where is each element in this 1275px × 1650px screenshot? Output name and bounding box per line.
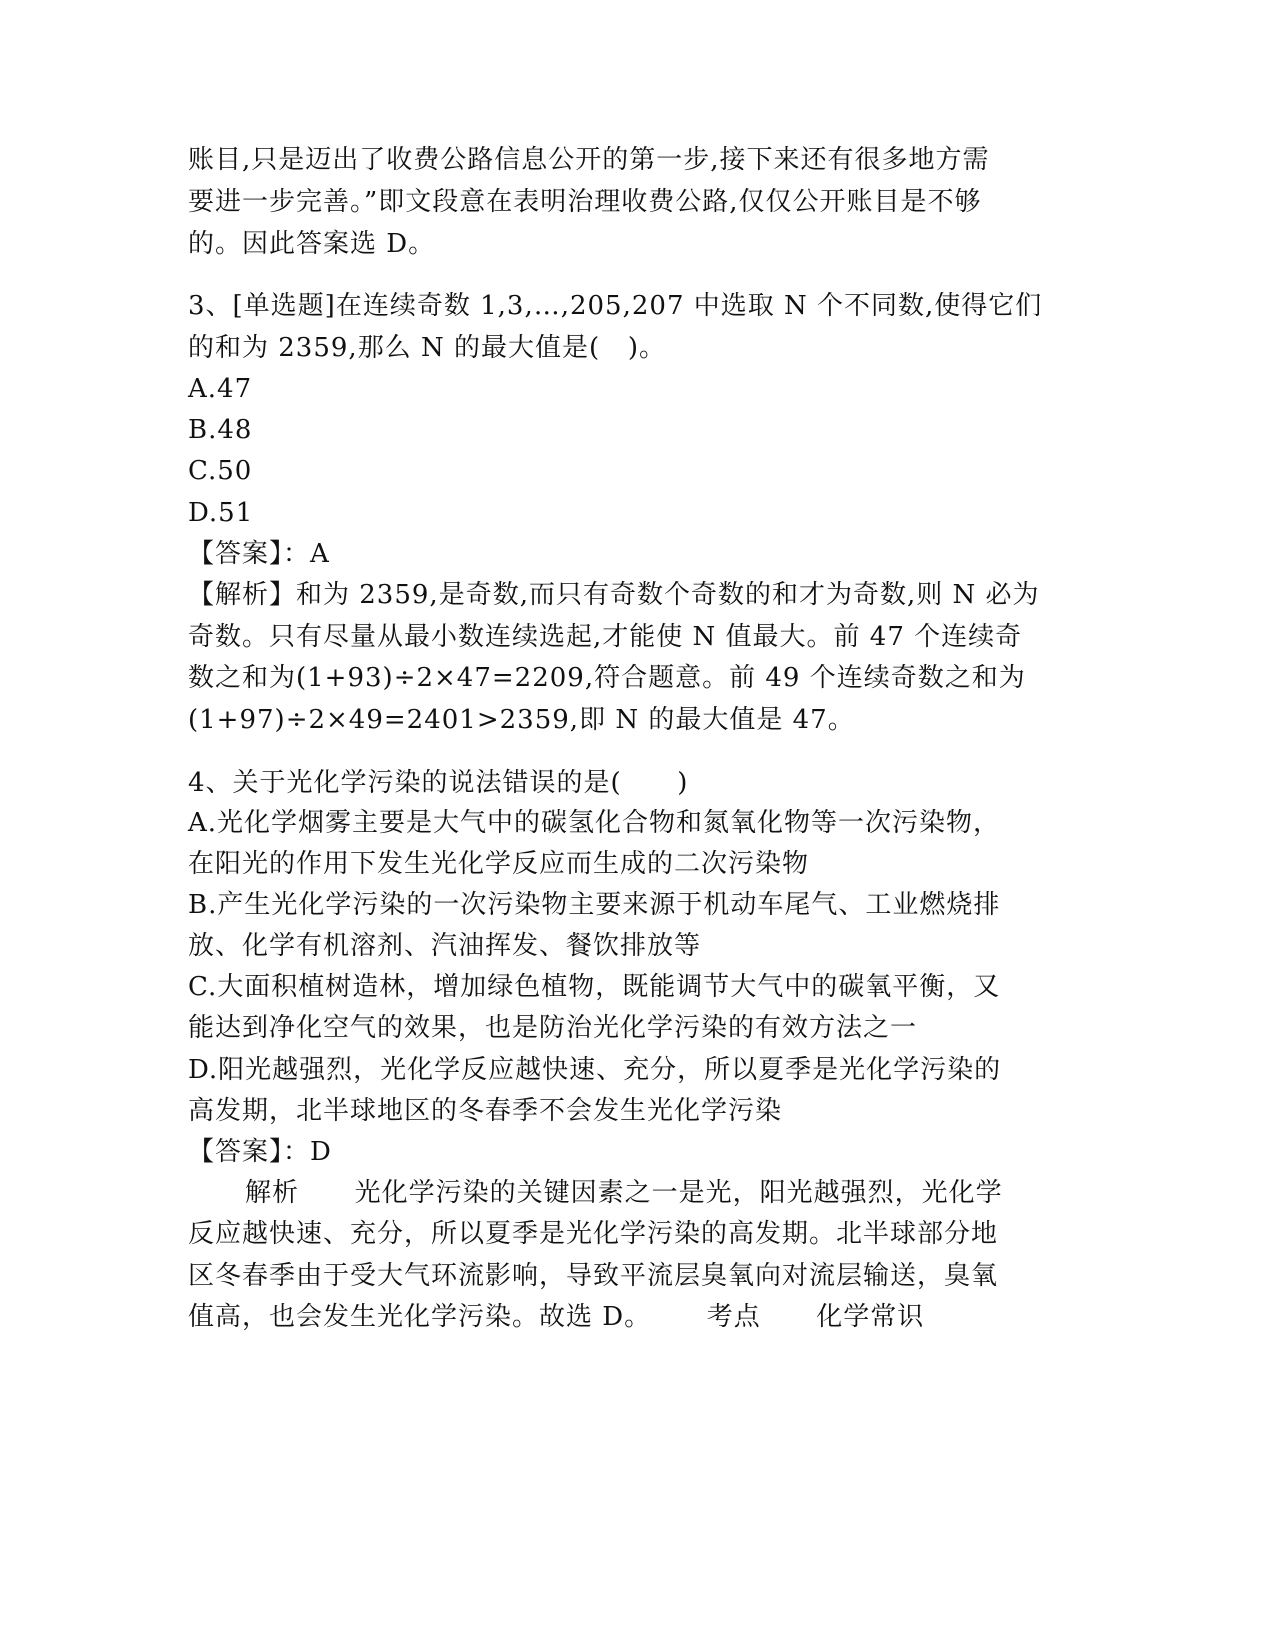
q3-stem-line-2: 的和为 2359,那么 N 的最大值是( )。 — [188, 333, 667, 363]
q4-analysis-line-1: 解析 光化学污染的关键因素之一是光，阳光越强烈，光化学 — [245, 1178, 1003, 1208]
q3-option-a: A.47 — [188, 374, 253, 404]
q4-analysis-line-2: 反应越快速、充分，所以夏季是光化学污染的高发期。北半球部分地 — [188, 1219, 999, 1249]
q3-answer: 【答案】：A — [188, 539, 330, 569]
intro-line-3: 的。因此答案选 D。 — [188, 229, 436, 259]
q3-stem-line-1: 3、[单选题]在连续奇数 1,3,…,205,207 中选取 N 个不同数,使得它们 — [188, 291, 1043, 321]
q4-option-b-line-1: B.产生光化学污染的一次污染物主要来源于机动车尾气、工业燃烧排 — [188, 890, 1001, 920]
q4-option-c-line-2: 能达到净化空气的效果，也是防治光化学污染的有效方法之一 — [188, 1013, 918, 1043]
q3-analysis-line-3: 数之和为(1+93)÷2×47=2209,符合题意。前 49 个连续奇数之和为 — [188, 663, 1026, 693]
q4-option-d-line-2: 高发期，北半球地区的冬春季不会发生光化学污染 — [188, 1096, 783, 1126]
q3-analysis-line-4: (1+97)÷2×49=2401>2359,即 N 的最大值是 47。 — [188, 705, 855, 735]
q3-analysis-line-1: 【解析】和为 2359,是奇数,而只有奇数个奇数的和才为奇数,则 N 必为 — [188, 580, 1040, 610]
q3-analysis-line-2: 奇数。只有尽量从最小数连续选起,才能使 N 值最大。前 47 个连续奇 — [188, 622, 1023, 652]
q4-answer: 【答案】：D — [188, 1137, 332, 1167]
q3-option-c: C.50 — [188, 456, 253, 486]
q4-stem: 4、关于光化学污染的说法错误的是( ) — [188, 768, 689, 798]
q4-analysis-line-4: 值高，也会发生光化学污染。故选 D。 考点 化学常识 — [188, 1302, 925, 1332]
q3-option-d: D.51 — [188, 498, 254, 528]
q4-option-a-line-2: 在阳光的作用下发生光化学反应而生成的二次污染物 — [188, 849, 810, 879]
q4-analysis-line-3: 区冬春季由于受大气环流影响，导致平流层臭氧向对流层输送，臭氧 — [188, 1261, 999, 1291]
q4-option-d-line-1: D.阳光越强烈，光化学反应越快速、充分，所以夏季是光化学污染的 — [188, 1055, 1002, 1085]
intro-line-1: 账目,只是迈出了收费公路信息公开的第一步,接下来还有很多地方需 — [188, 145, 990, 175]
q4-option-a-line-1: A.光化学烟雾主要是大气中的碳氢化合物和氮氧化物等一次污染物， — [188, 808, 1001, 838]
q4-option-c-line-1: C.大面积植树造林，增加绿色植物，既能调节大气中的碳氧平衡，又 — [188, 972, 1001, 1002]
intro-line-2: 要进一步完善。”即文段意在表明治理收费公路,仅仅公开账目是不够 — [188, 187, 982, 217]
q4-option-b-line-2: 放、化学有机溶剂、汽油挥发、餐饮排放等 — [188, 931, 702, 961]
q3-option-b: B.48 — [188, 415, 253, 445]
